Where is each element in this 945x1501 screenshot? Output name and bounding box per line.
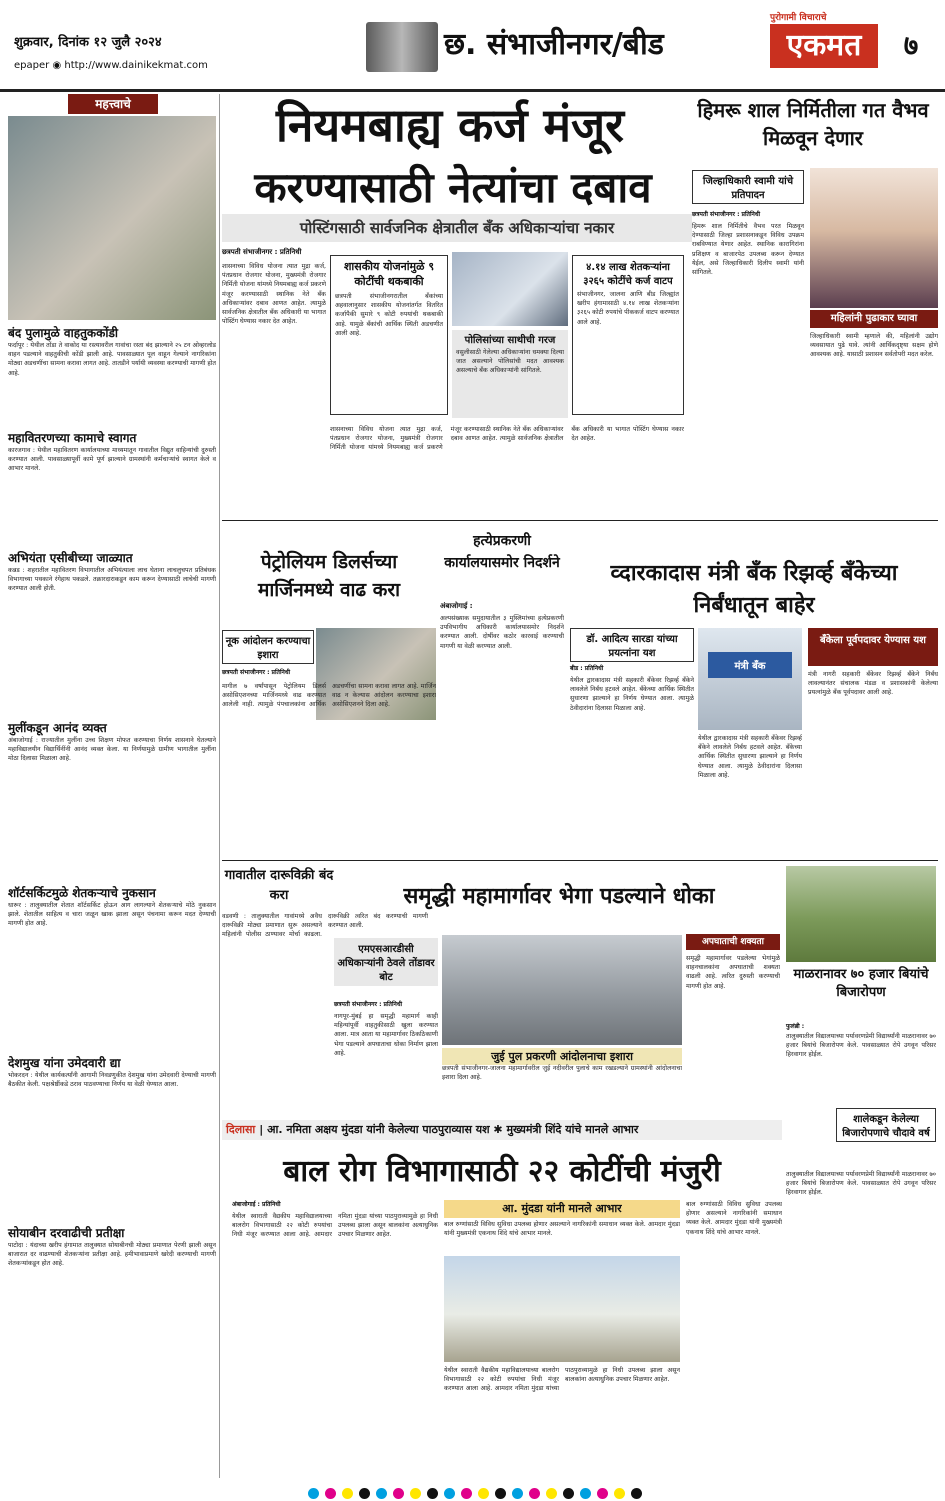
story-title: अभियंता एसीबीच्या जाळ्यात [8,551,133,565]
story-2 [8,429,216,556]
lead-headline-1: नियमबाह्य कर्ज मंजूर [276,98,624,152]
bank-side-body: मंत्री नागरी सहकारी बँकेवर रिझर्व्ह बँकेने निर्बंध लावल्यानंतर संचालक मंडळ व प्रशासकांनी केलेल्या प्रयत्नांमुळे बँक पूर्वपदावर आली आहे. [808,671,938,697]
petrol-body: मागील ७ वर्षांपासून पेट्रोलियम डिलर्स असोसिएशनच्या मार्जिनमध्ये वाढ करण्यात आलेली नाही. त्यामुळे पंपचालकांना आर्थिक अडचणींचा सामना करावा लागत आहे. मार्जिन वाढ न केल्यास आंदोलन करण्याचा इशारा असोसिएशनने दिला आहे. [222,683,436,709]
story-3 [8,549,216,716]
himroo-headline: हिमरू शाल निर्मितीला गत वैभव मिळवून देणार [697,98,929,150]
brand-tagline: पुरोगामी विचाराचे [770,13,827,23]
himroo-kicker: जिल्हाधिकारी स्वामी यांचे प्रतिपादन [692,170,804,204]
himroo-caption: महिलांनी पुढाकार घ्यावा [810,310,938,328]
accident-body: समृद्धी महामार्गावर पडलेल्या भेगांमुळे वाहनचालकांना अपघाताची शक्यता वाढली आहे. त्वरित दुरुस्ती करण्याची मागणी होत आहे. [686,955,780,990]
road-crack-photo [442,935,682,1045]
box-body: छत्रपती संभाजीनगरातील बँकांच्या अहवालानुसार शासकीय योजनांतर्गत वितरित कर्जापैकी सुमारे ९ कोटी रुपयांची थकबाकी आहे. यामुळे बँकांची आर्थिक स्थिती अडचणीत आली आहे. [335,293,443,337]
petrol-kicker: नूक आंदोलन करण्याचा इशारा [222,630,314,664]
story-6 [8,1054,216,1221]
bank-side-title: बँकेला पूर्वपदावर येण्यास यश [808,628,938,666]
story-body: भोकरदन : येथील कार्यकर्त्यांनी आगामी निवडणुकीत देशमुख यांना उमेदवारी देण्याची मागणी बैठकीत केली. पक्षश्रेष्ठींकडे ठराव पाठवण्याचा निर्णय या वेळी घेण्यात आला. [8,1072,216,1089]
school-body: तालुक्यातील विद्यालयाच्या पर्यावरणप्रेमी विद्यार्थ्यांनी माळरानावर ७० हजार बियांचे बिजारोपण केले. पावसाळ्यात रोपे उगवून परिसर हिरवागार होईल. [786,1171,936,1197]
story-4 [8,719,216,886]
liquor-body: वडवणी : तालुक्यातील गावांमध्ये अवैध दारूविक्री मोठ्या प्रमाणात सुरू असल्याने महिलांनी पोलीस ठाण्यावर मोर्चा काढला. दारूविक्री त्वरित बंद करण्याची मागणी करण्यात आली. [222,913,428,939]
section-label: महत्त्वाचे [68,94,158,114]
bank-sign-photo [698,628,802,730]
msrdc-byline: छत्रपती संभाजीनगर : प्रतिनिधी [334,1001,403,1008]
epaper-link[interactable] [14,60,208,71]
story-title: मुलींकडून आनंद व्यक्त [8,721,107,735]
divider [222,860,938,861]
accident-kicker: अपघाताची शक्यता [686,934,780,950]
bank-kicker: डॉ. आदित्य सारडा यांच्या प्रयत्नांना यश [570,628,694,662]
dilasa-label: दिलासा [226,1123,256,1136]
school-title: शालेकडून केलेल्या बिजारोपणाचे चौदावे वर्ष [836,1108,936,1142]
box-body: वसुलीसाठी गेलेल्या अधिकाऱ्यांना धमक्या दिल्या जात असल्याने पोलिसांची मदत आवश्यक असल्याचे बँक अधिकाऱ्यांनी सांगितले. [456,349,564,375]
protest-body: अल्पसंख्याक समुदायातील ३ मुस्लिमांच्या हत्येप्रकरणी उपविभागीय अधिकारी कार्यालयासमोर निदर्शने करण्यात आली. दोषींवर कठोर कारवाई करण्याची मागणी या वेळी करण्यात आली. [440,615,564,650]
himroo-caption-body: जिल्हाधिकारी स्वामी म्हणाले की, महिलांनी उद्योग व्यवसायात पुढे यावे. त्यांनी आर्थिकदृष्ट्या सक्षम होणे आवश्यक आहे. यासाठी प्रशासन सर्वतोपरी मदत करेल. [810,333,938,359]
plantation-headline: माळरानावर ७० हजार बियांचे बिजारोपण [793,967,929,1000]
story-body: फर्दापूर : येथील तोंडा ते वाकोद या रस्त्यावरील गावांचा रस्ता बंद झाल्याने २५ टन ओव्हरलोड वाहन पडल्याने वाहतुकीची कोंडी झाली आहे. पावसाळ्यात पूल वाहून गेल्याने नागरिकांना मोठ्या अडचणींचा सामना करावा लागत आहे. तातडीने पर्यायी व्यवस्था करण्याची मागणी होत आहे. [8,342,216,377]
edition-title: छ. संभाजीनगर/बीड [444,27,664,62]
story-title: शॉर्टसर्किटमुळे शेतकऱ्याचे नुकसान [8,886,156,900]
box-body: संभाजीनगर, जालना आणि बीड जिल्ह्यांत खरीप हंगामासाठी ४.१४ लाख शेतकऱ्यांना ३२६५ कोटी रुपयांचे पीककर्ज वाटप करण्यात आले आहे. [577,291,679,326]
divider [222,520,938,521]
bank-headline: व्दारकादास मंत्री बँक रिझर्व्ह बँकेच्या निर्बंधातून बाहेर [610,561,898,618]
left-column [8,94,220,1478]
masthead-ornament [366,22,438,72]
lead-body-continued: शासनाच्या विविध योजना त्यात मुद्रा कर्ज, पंतप्रधान रोजगार योजना, मुख्यमंत्री रोजगार निर्मिती योजना यांमध्ये नियमबाह्य कर्ज प्रकरणे मंजूर करण्यासाठी स्थानिक नेते बँक अधिकाऱ्यांवर दबाव आणत आहेत. त्यामुळे सार्वजनिक क्षेत्रातील बँक अधिकारी या भागात पोस्टिंग घेण्यास नकार देत आहेत. [330,426,684,452]
himroo-byline: छत्रपती संभाजीनगर : प्रतिनिधी [692,211,761,218]
story-body: पाटोदा : यंदाच्या खरीप हंगामात तालुक्यात सोयाबीनची मोठ्या प्रमाणात पेरणी झाली असून बाजारात दर वाढण्याची शेतकऱ्यांना प्रतीक्षा आहे. हमीभावाप्रमाणे खरेदी करण्याची मागणी शेतकऱ्यांकडून होत आहे. [8,1242,216,1268]
road-caption: जुई पुल प्रकरणी आंदोलनाचा इशारा [442,1048,682,1065]
bottom-body-continued: येथील स्वाराती वैद्यकीय महाविद्यालयाच्या बालरोग विभागासाठी २२ कोटी रुपयांचा निधी मंजूर करण्यात आला आहे. आमदार नमिता मुंदडा यांच्या पाठपुराव्यामुळे हा निधी उपलब्ध झाला असून बालकांना अत्याधुनिक उपचार मिळणार आहेत. [444,1367,680,1393]
dilasa-text-2: मुख्यमंत्री शिंदे यांचे मानले आभार [506,1123,639,1136]
msrdc-kicker: एमएसआरडीसी अधिकाऱ्यांनी ठेवले तोंडावर बोट [334,938,438,986]
bottom-body: येथील स्वाराती वैद्यकीय महाविद्यालयाच्या बालरोग विभागासाठी २२ कोटी रुपयांचा निधी मंजूर करण्यात आला आहे. आमदार नमिता मुंदडा यांच्या पाठपुराव्यामुळे हा निधी उपलब्ध झाला असून बालकांना अत्याधुनिक उपचार मिळणार आहेत. [232,1213,438,1239]
bottom-body-col3: बाल रुग्णांसाठी विविध सुविधा उपलब्ध होणार असल्याने नागरिकांनी समाधान व्यक्त केले. आमदार मुंदडा यांनी मुख्यमंत्री एकनाथ शिंदे यांचे आभार मानले. [686,1201,782,1236]
plantation-body: तालुक्यातील विद्यालयाच्या पर्यावरणप्रेमी विद्यार्थ्यांनी माळरानावर ७० हजार बियांचे बिजारोपण केले. पावसाळ्यात रोपे उगवून परिसर हिरवागार होईल. [786,1033,936,1059]
brand-logo: एकमत [770,24,878,68]
story-body: धारूर : तालुक्यातील शेतात शॉर्टसर्किट होऊन आग लागल्याने शेतकऱ्याचे मोठे नुकसान झाले. शेतातील साहित्य व चारा जळून खाक झाला असून पंचनामा करून मदत देण्याची मागणी होत आहे. [8,902,216,928]
liquor-headline: गावातील दारूविक्री बंद करा [224,868,334,903]
story-title: बंद पुलामुळे वाहतुककोंडी [8,326,118,340]
story-7 [8,1224,216,1441]
lead-headline-2: करण्यासाठी नेत्यांचा दबाव [254,163,652,212]
dilasa-strip: दिलासा | आ. नमिता अक्षय मुंदडा यांनी केलेल्या पाठपुराव्यास यश ✱ मुख्यमंत्री शिंदे यांचे मानले आभार [222,1120,782,1140]
msrdc-body: नागपूर-मुंबई हा समृद्धी महामार्ग काही महिन्यांपूर्वी वाहतुकीसाठी खुला करण्यात आला. मात्र आता या महामार्गावर ठिकठिकाणी भेगा पडल्याने अपघाताचा धोका निर्माण झाला आहे. [334,1013,438,1057]
print-registration-marks [60,1484,890,1498]
page-number: ७ [903,29,919,62]
info-box-loans [572,255,684,415]
lead-body: शासनाच्या विविध योजना त्यात मुद्रा कर्ज, पंतप्रधान रोजगार योजना, मुख्यमंत्री रोजगार निर्मिती योजना यांमध्ये नियमबाह्य कर्ज प्रकरणे मंजूर करण्यासाठी स्थानिक नेते बँक अधिकाऱ्यांवर दबाव आणत आहेत. त्यामुळे सार्वजनिक क्षेत्रातील बँक अधिकारी या भागात पोस्टिंग घेण्यास नकार देत आहेत. [222,263,326,326]
box-title: पोलिसांच्या साथीची गरज [464,335,556,346]
bottom-headline: बाल रोग विभागासाठी २२ कोटींची मंजुरी [283,1154,721,1189]
protest-headline: हत्येप्रकरणी कार्यालयासमोर निदर्शने [444,533,560,571]
hospital-photo [444,1256,680,1362]
plantation-byline: फुलंब्री : [786,1023,805,1030]
petrol-byline: छत्रपती संभाजीनगर : प्रतिनिधी [222,669,291,676]
plantation-photo [786,866,936,962]
story-title: देशमुख यांना उमेदवारी द्या [8,1056,121,1070]
issue-date: शुक्रवार, दिनांक १२ जुलै २०२४ [14,35,162,50]
bank-sign: मंत्री बँक [708,652,792,678]
info-box-police [452,330,568,418]
currency-photo [452,252,568,326]
header-bar [0,0,945,92]
story-body: अंबाजोगाई : राज्यातील मुलींना उच्च शिक्षण मोफत करण्याचा निर्णय शासनाने घेतल्याने महाविद्यालयीन विद्यार्थिनींनी आनंद व्यक्त केला. या निर्णयामुळे ग्रामीण भागातील मुलींना मोठा दिलासा मिळाला आहे. [8,737,216,763]
thanks-body: बाल रुग्णांसाठी विविध सुविधा उपलब्ध होणार असल्याने नागरिकांनी समाधान व्यक्त केले. आमदार मुंदडा यांनी मुख्यमंत्री एकनाथ शिंदे यांचे आभार मानले. [444,1221,680,1238]
petrol-headline: पेट्रोलियम डिलर्सच्या मार्जिनमध्ये वाढ करा [257,551,401,601]
collector-photo [810,168,938,308]
box-title: ४.१४ लाख शेतकऱ्यांना ३२६५ कोटींचे कर्ज वाटप [583,262,673,287]
story-title: सोयाबीन दरवाढीची प्रतीक्षा [8,1226,125,1240]
story-body: कारजगाव : येथील महावितरण कार्यालयाच्या माध्यमातून गावातील विद्युत वाहिन्यांची दुरुस्ती करण्यात आली. पावसाळ्यापूर्वी कामे पूर्ण झाल्याने ग्रामस्थांनी कर्मचाऱ्यांचे स्वागत केले व आभार मानले. [8,447,216,473]
protest-byline: अंबाजोगाई : [440,602,473,610]
bottom-byline: अंबाजोगाई : प्रतिनिधी [232,1201,281,1208]
site-url: http://www.dainikekmat.com [64,60,208,71]
info-box-9cr [330,255,448,415]
dilasa-text: आ. नमिता अक्षय मुंदडा यांनी केलेल्या पाठपुराव्यास यश [267,1123,490,1136]
dilasa-separator: ✱ [493,1123,503,1136]
globe-icon: ◉ [52,60,62,71]
news-photo [8,116,216,320]
road-caption-body: छत्रपती संभाजीनगर-जालना महामार्गावरील जुई नदीवरील पुलाचे काम रखडल्याने ग्रामस्थांनी आंदोलनाचा इशारा दिला आहे. [442,1065,682,1082]
story-5 [8,884,216,1051]
samruddhi-headline: समृद्धी महामार्गावर भेगा पडल्याने धोका [403,884,715,909]
himroo-body: हिमरू शाल निर्मितीचे वैभव परत मिळवून देण्यासाठी जिल्हा प्रशासनाकडून विविध उपक्रम राबविण्यात येणार आहेत. स्थानिक कारागिरांना प्रशिक्षण व बाजारपेठ उपलब्ध करून देण्यात येईल, असे जिल्हाधिकारी दिलीप स्वामी यांनी सांगितले. [692,223,804,277]
story-title: महावितरणच्या कामाचे स्वागत [8,431,137,445]
lead-subhead: पोस्टिंगसाठी सार्वजनिक क्षेत्रातील बँक अधिकाऱ्यांचा नकार [222,214,692,242]
box-title: शासकीय योजनांमुळे ९ कोटींची थकबाकी [343,260,435,288]
story-body: कन्नड : शहरातील महावितरण विभागातील अभियंत्याला लाच घेताना लाचलुचपत प्रतिबंधक विभागाच्या पथकाने रंगेहाथ पकडले. तक्रारदाराकडून काम करून देण्यासाठी लाचेची मागणी करण्यात आली होती. [8,567,216,593]
thanks-title: आ. मुंदडा यांनी मानले आभार [444,1200,680,1218]
epaper-label: epaper [14,60,50,71]
story-1 [8,324,216,401]
bank-byline: बीड : प्रतिनिधी [570,665,604,672]
bank-body: येथील द्वारकादास मंत्री सहकारी बँकेवर रिझर्व्ह बँकेने लावलेले निर्बंध हटवले आहेत. बँकेच्या आर्थिक स्थितीत सुधारणा झाल्याने हा निर्णय घेण्यात आला. त्यामुळे ठेवीदारांना दिलासा मिळाला आहे. [570,677,694,712]
lead-byline: छत्रपती संभाजीनगर : प्रतिनिधी [222,248,302,256]
bank-body-continued: येथील द्वारकादास मंत्री सहकारी बँकेवर रिझर्व्ह बँकेने लावलेले निर्बंध हटवले आहेत. बँकेच्या आर्थिक स्थितीत सुधारणा झाल्याने हा निर्णय घेण्यात आला. त्यामुळे ठेवीदारांना दिलासा मिळाला आहे. [698,735,802,779]
